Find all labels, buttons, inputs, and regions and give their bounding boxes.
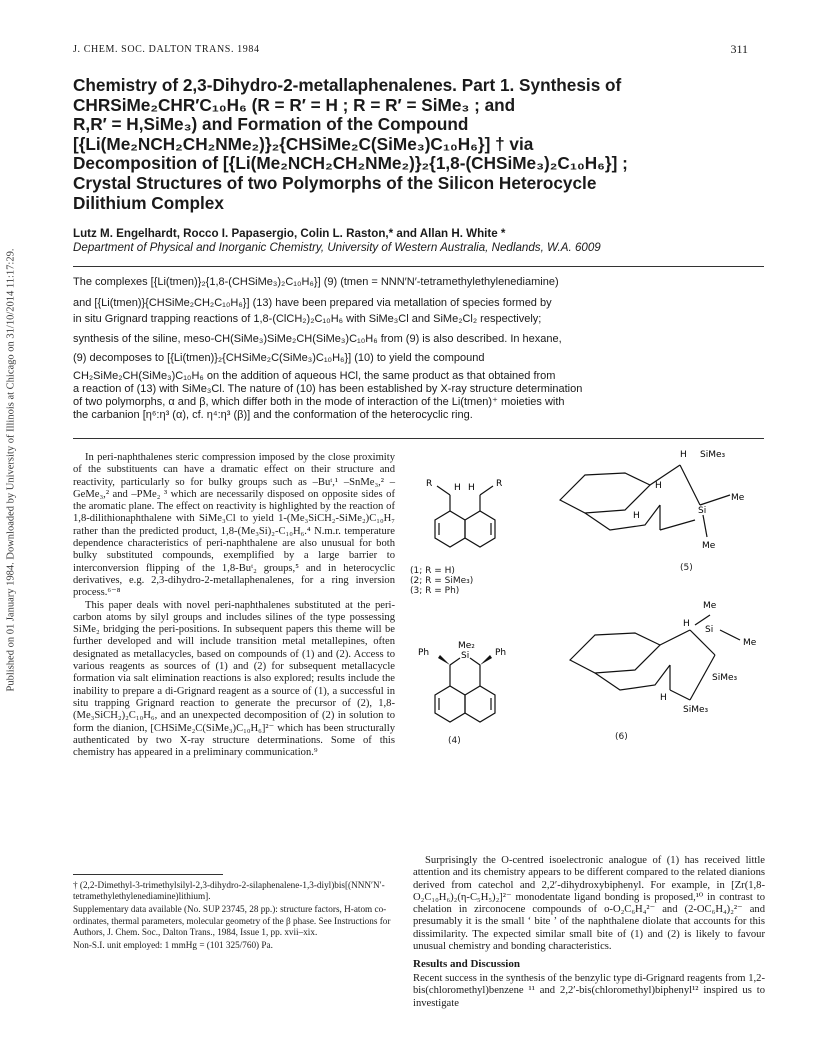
structure-label: (6) (615, 732, 628, 742)
footnote: Non-S.I. unit employed: 1 mmHg = (101 325/760) Pa. (73, 940, 273, 951)
structure-1-3-labels (410, 566, 473, 596)
authors: Lutz M. Engelhardt, Rocco I. Papasergio, Colin L. Raston,* and Allan H. White * (73, 227, 506, 240)
svg-text:Si: Si (705, 625, 714, 635)
svg-text:H: H (680, 450, 687, 460)
structure-6 (555, 600, 770, 760)
footnotes (73, 880, 395, 953)
abstract-line: a reaction of (13) with SiMe₃Cl. The nature of (10) has been established by X-ray structure determination (73, 382, 583, 395)
svg-text:Ph: Ph (418, 648, 430, 658)
svg-text:Si: Si (461, 651, 470, 661)
download-notice: Published on 01 January 1984. Downloaded by University of Illinois at Chicago on 31/10/2014 11:17:29. (5, 248, 17, 692)
structure-label: (5) (680, 563, 693, 573)
title-line: R,R′ = H,SiMe₃) and Formation of the Compound (73, 114, 469, 135)
svg-text:Me₂: Me₂ (458, 641, 475, 651)
structure-label: (2; R = SiMe₃) (410, 576, 474, 586)
body-paragraph: Recent success in the synthesis of the benzylic type di-Grignard reagents from 1,2-bis(chloromethyl)benzene ¹¹ and 2,2′-bis(chloromethyl)biphenyl¹² inspired us to investigate (413, 973, 765, 1009)
svg-text:SiMe₃: SiMe₃ (700, 450, 726, 460)
structure-4 (410, 640, 530, 760)
abstract-line: in situ Grignard trapping reactions of 1,8-(ClCH₂)₂C₁₀H₆ with SiMe₃Cl and SiMe₂Cl₂ respectively; (73, 313, 542, 326)
affiliation: Department of Physical and Inorganic Chemistry, University of Western Australia, Nedlands, W.A. 6009 (73, 241, 601, 254)
body-right-column-continued (413, 973, 765, 1010)
svg-text:H: H (468, 483, 475, 493)
svg-text:Me: Me (743, 638, 757, 648)
running-head: J. CHEM. SOC. DALTON TRANS. 1984 (73, 44, 260, 55)
title-line: Crystal Structures of two Polymorphs of the Silicon Heterocycle (73, 172, 597, 193)
structure-label: (4) (448, 736, 461, 746)
download-notice-margin (2, 190, 20, 750)
svg-text:H: H (633, 511, 640, 521)
abstract-line: (9) decomposes to [{Li(tmen)}₂{CHSiMe₂C(SiMe₃)C₁₀H₆}] (10) to yield the compound (73, 352, 485, 365)
title-line: Chemistry of 2,3-Dihydro-2-metallaphenalenes. Part 1. Synthesis of (73, 75, 622, 95)
abstract-line: of two polymorphs, α and β, which differ both in the mode of interaction of the Li(tmen)⁺ moieties with (73, 395, 565, 408)
svg-text:SiMe₃: SiMe₃ (712, 673, 738, 683)
svg-text:H: H (655, 481, 662, 491)
footnote: † (2,2-Dimethyl-3-trimethylsilyl-2,3-dihydro-2-silaphenalene-1,3-diyl)bis[(NNN′N′-tetramethylethylenediamine)lithium]. (73, 880, 385, 902)
footnote-rule (73, 874, 223, 875)
abstract-line: synthesis of the siline, meso-CH(SiMe₃)SiMe₂CH(SiMe₃)C₁₀H₆ from (9) is also described. In hexane, (73, 332, 562, 345)
abstract-line: CH₂SiMe₂CH(SiMe₃)C₁₀H₆ on the addition of aqueous HCl, the same product as that obtained from (73, 369, 556, 382)
body-right-column (413, 855, 765, 953)
abstract-line: the carbanion [η⁶:η³ (α), cf. η⁴:η³ (β)] and the conformation of the heterocyclic ring. (73, 408, 473, 421)
page-number: 311 (730, 42, 748, 56)
abstract (73, 274, 763, 422)
structure-label: (3; R = Ph) (410, 586, 460, 596)
title-line: [{Li(Me₂NCH₂CH₂NMe₂)}₂{CHSiMe₂C(SiMe₃)C₁₀H₆}] † via (73, 133, 534, 154)
structure-label: (1; R = H) (410, 566, 455, 576)
abstract-line: and [{Li(tmen)}{CHSiMe₂CH₂C₁₀H₆}] (13) have been prepared via metallation of species formed by (73, 296, 552, 309)
body-paragraph: In peri-naphthalenes steric compression imposed by the close proximity of the substituents can have a dramatic effect on their structure and reactivity, particularly so for bulky groups such as –Buᵗ,¹ –SnMe₃,² –GeMe₃,² and –PMe₂ ³ which are necessarily disposed on opposite sides of the aromatic plane. The effect on reactivity is highlighted by the reaction of 1,8-dilithionaphthalene with SiMe₃Cl to yield 1-(Me₃SiCH₂-SiMe₂)C₁₀H₇ rather than the predicted product, 1,8-(Me₃Si)₂-C₁₀H₆.⁴ N.m.r. temperature dependence characteristics of peri-naphthalene are also unusual for both bulky substituted compounds, exemplified by a large barrier to interconversion flipping of the 1,8-Buᵗ₂ groups,⁵ and in heterocyclic derivatives, e.g. 2,3-dihydro-2-metallaphenalenes, for a ring inversion process.⁶⁻⁸ (73, 452, 395, 599)
svg-text:Si: Si (698, 506, 707, 516)
svg-text:SiMe₃: SiMe₃ (683, 705, 709, 715)
section-heading: Results and Discussion (413, 958, 520, 970)
abstract-bottom-rule (73, 438, 764, 439)
svg-text:H: H (660, 693, 667, 703)
abstract-line: The complexes [{Li(tmen)}₂{1,8-(CHSiMe₃)₂C₁₀H₆}] (9) (tmen = NNN′N′-tetramethylethylenediamine) (73, 276, 559, 288)
structure-1-3 (410, 450, 530, 600)
title-line: Decomposition of [{Li(Me₂NCH₂CH₂NMe₂)}₂{1,8-(CHSiMe₃)₂C₁₀H₆}] ; (73, 153, 628, 174)
svg-text:R: R (496, 479, 503, 489)
title-line: Dilithium Complex (73, 192, 224, 213)
svg-text:H: H (454, 483, 461, 493)
body-left-column (73, 452, 395, 759)
svg-text:Me: Me (731, 493, 745, 503)
svg-text:Ph: Ph (495, 648, 507, 658)
body-paragraph: This paper deals with novel peri-naphthalenes substituted at the peri-carbon atoms by silyl groups and includes silines of the type possessing SiMe₂ bridging the peri-positions. In subsequent papers this theme will be further developed and will include transition metal metallepines, often designated as metallacycles, based on compounds of (1) and (2). Access to various reagents as sources of (1) and (2) for subsequent metallacycle formation via salt elimination reactions is also explored; results include the inability to prepare a di-Grignard reagent as a source of (1), a successful in situ trapping Grignard reaction to generate the precursor of (2), 1,8-(Me₃SiCH₂)₂C₁₀H₆, and an unexpected decomposition of (2) in solution to form the dianion, [CHSiMe₂C(SiMe₃)C₁₀H₆]²⁻ which has been structurally authenticated by two X-ray structure determinations. Some of this chemistry has appeared in a preliminary communication.⁹ (73, 599, 395, 759)
svg-text:H: H (683, 619, 690, 629)
footnote: Supplementary data available (No. SUP 23745, 28 pp.): structure factors, H-atom co-ordinates, thermal parameters, molecular geometry of the β phase. See Instructions for Authors, J. Chem. Soc., Dalton Trans., 1984, Issue 1, pp. xvii–xix. (73, 904, 391, 937)
title-line: CHRSiMe₂CHR′C₁₀H₆ (R = R′ = H ; R = R′ = SiMe₃ ; and (73, 94, 516, 115)
structure-5 (555, 445, 770, 605)
svg-text:Me: Me (703, 601, 717, 611)
svg-text:R: R (426, 479, 433, 489)
abstract-top-rule (73, 266, 764, 267)
article-title (73, 76, 763, 213)
body-paragraph: Surprisingly the O-centred isoelectronic analogue of (1) has received little attention and its chemistry appears to be different compared to the related dianions derived from catechol and 2,2′-dihydroxybiphenyl. For example, in [Zr(1,8-O₂C₁₀H₆)₂(η-C₅H₅)₂]²⁻ monodentate ligand bonding is proposed,¹⁰ in contrast to chelation in zirconocene compounds of o-O₂C₆H₄²⁻ and (2-OC₆H₄)₂²⁻ and presumably it is the small ‘ bite ’ of the naphthalene diolate that accounts for this dissimilarity. The expected similar small bite of (1) and (2) is likely to favour unusual chemistry and bonding characteristics. (413, 855, 765, 953)
svg-text:Me: Me (702, 541, 716, 551)
